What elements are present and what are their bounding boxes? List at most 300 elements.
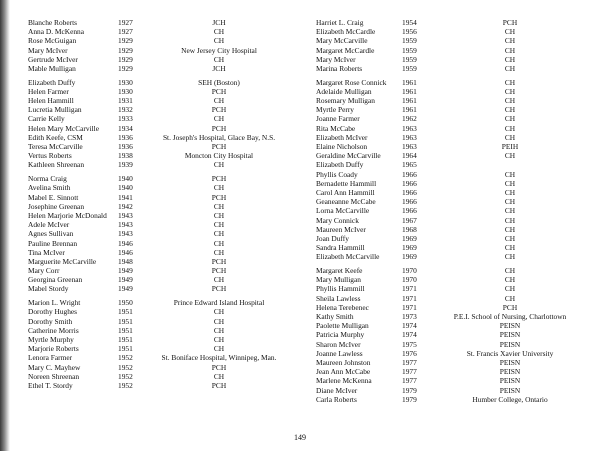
nurse-name: Mary McIver bbox=[28, 45, 68, 55]
school-name: PCH bbox=[211, 192, 227, 202]
graduation-year: 1959 bbox=[402, 45, 417, 55]
nurse-name: Avelina Smith bbox=[28, 183, 71, 193]
graduation-year: 1951 bbox=[118, 325, 133, 335]
school-name: JCH bbox=[212, 18, 226, 27]
graduation-year: 1929 bbox=[118, 63, 133, 73]
graduation-year: 1959 bbox=[402, 54, 417, 64]
nurse-name: Vertus Roberts bbox=[28, 151, 72, 161]
graduation-year: 1959 bbox=[402, 36, 417, 46]
graduation-year: 1969 bbox=[402, 243, 417, 253]
nurse-name: Margaret Keefe bbox=[316, 266, 363, 276]
list-item bbox=[316, 18, 592, 27]
nurse-name: Elizabeth Duffy bbox=[316, 160, 364, 170]
nurse-name: Mabel E. Sinnott bbox=[28, 192, 79, 202]
list-item bbox=[28, 174, 300, 183]
school-name: CH bbox=[213, 229, 225, 239]
nurse-name: Teresa McCarville bbox=[28, 142, 83, 152]
school-name: CH bbox=[213, 220, 225, 230]
nurse-name: Elizabeth McCardle bbox=[316, 27, 376, 37]
nurse-name: Helen Farmer bbox=[28, 86, 69, 96]
school-name: CH bbox=[504, 178, 516, 188]
graduation-year: 1962 bbox=[402, 114, 417, 124]
school-name: CH bbox=[504, 63, 516, 73]
school-name: PCH bbox=[502, 18, 518, 27]
nurse-name: Helen Marjorie McDonald bbox=[28, 210, 107, 220]
list-item bbox=[28, 96, 300, 105]
school-name: CH bbox=[213, 325, 225, 335]
list-item bbox=[28, 78, 300, 87]
list-item bbox=[316, 252, 592, 261]
list-item bbox=[28, 266, 300, 275]
graduation-year: 1929 bbox=[118, 36, 133, 46]
list-item bbox=[316, 87, 592, 96]
list-item bbox=[28, 193, 300, 202]
school-name: St. Joseph's Hospital, Glace Bay, N.S. bbox=[162, 132, 276, 142]
nurse-name: Carol Ann Hammill bbox=[316, 187, 375, 197]
graduation-year: 1966 bbox=[402, 197, 417, 207]
nurse-name: Sheila Lawless bbox=[316, 293, 361, 303]
list-item bbox=[28, 105, 300, 114]
nurse-name: Lucretia Mulligan bbox=[28, 105, 82, 115]
list-item bbox=[316, 330, 592, 339]
nurse-name: Sharon McIver bbox=[316, 339, 361, 349]
list-item bbox=[28, 220, 300, 229]
graduation-year: 1966 bbox=[402, 187, 417, 197]
nurse-name: Rose McGuigan bbox=[28, 36, 77, 46]
list-item bbox=[316, 216, 592, 225]
graduation-year: 1963 bbox=[402, 142, 417, 152]
nurse-name: Elaine Nicholson bbox=[316, 142, 368, 152]
school-name: PEISN bbox=[499, 339, 521, 349]
school-name: CH bbox=[213, 36, 225, 46]
graduation-year: 1952 bbox=[118, 380, 133, 390]
list-item bbox=[28, 142, 300, 151]
school-name: PCH bbox=[211, 174, 227, 184]
list-item bbox=[316, 46, 592, 55]
school-name: PEISN bbox=[499, 330, 521, 340]
school-name: PEISN bbox=[499, 357, 521, 367]
list-item bbox=[28, 381, 300, 390]
graduation-year: 1961 bbox=[402, 105, 417, 115]
list-item bbox=[316, 160, 592, 169]
graduation-year: 1952 bbox=[118, 371, 133, 381]
graduation-year: 1951 bbox=[118, 316, 133, 326]
graduation-year: 1963 bbox=[402, 123, 417, 133]
school-name: PEISN bbox=[499, 367, 521, 377]
nurse-name: Myrtle Perry bbox=[316, 105, 354, 115]
list-item bbox=[316, 96, 592, 105]
graduation-year: 1961 bbox=[402, 96, 417, 106]
graduation-year: 1950 bbox=[118, 298, 133, 308]
list-item bbox=[316, 321, 592, 330]
graduation-year: 1974 bbox=[402, 330, 417, 340]
graduation-year: 1932 bbox=[118, 105, 133, 115]
list-item bbox=[28, 335, 300, 344]
list-item bbox=[316, 358, 592, 367]
graduation-year: 1927 bbox=[118, 27, 133, 37]
nurse-name: Bernadette Hammill bbox=[316, 178, 377, 188]
list-item bbox=[316, 55, 592, 64]
school-name: Humber College, Ontario bbox=[472, 394, 548, 404]
graduation-year: 1929 bbox=[118, 45, 133, 55]
graduation-year: 1970 bbox=[402, 266, 417, 276]
nurse-name: Joanne Farmer bbox=[316, 114, 360, 124]
graduation-year: 1964 bbox=[402, 151, 417, 161]
graduation-year: 1951 bbox=[118, 334, 133, 344]
school-name: CH bbox=[504, 105, 516, 115]
school-name: CH bbox=[504, 215, 516, 225]
list-item bbox=[28, 133, 300, 142]
nurse-name: Adele McIver bbox=[28, 220, 70, 230]
nurse-name: Mary Connick bbox=[316, 215, 359, 225]
school-name: CH bbox=[213, 210, 225, 220]
school-name: CH bbox=[213, 344, 225, 354]
school-name: PCH bbox=[211, 362, 227, 372]
nurse-name: Ethel T. Stordy bbox=[28, 380, 73, 390]
nurse-name: Phyllis Hammill bbox=[316, 284, 365, 294]
graduation-year: 1951 bbox=[118, 344, 133, 354]
school-name: PCH bbox=[211, 86, 227, 96]
school-name: CH bbox=[213, 183, 225, 193]
list-item bbox=[28, 326, 300, 335]
list-item bbox=[316, 105, 592, 114]
list-item bbox=[28, 257, 300, 266]
school-name: CH bbox=[213, 201, 225, 211]
list-item bbox=[316, 188, 592, 197]
school-name: CH bbox=[213, 238, 225, 248]
nurse-name: Kathy Smith bbox=[316, 312, 354, 321]
school-name: PCH bbox=[502, 302, 518, 312]
school-name: CH bbox=[504, 293, 516, 303]
list-item bbox=[28, 229, 300, 238]
graduation-year: 1942 bbox=[118, 201, 133, 211]
list-item bbox=[28, 317, 300, 326]
school-name: PCH bbox=[211, 105, 227, 115]
nurse-name: Margaret McCardle bbox=[316, 45, 375, 55]
school-name: CH bbox=[504, 132, 516, 142]
graduation-year: 1946 bbox=[118, 247, 133, 257]
nurse-name: Elizabeth McIver bbox=[316, 132, 368, 142]
list-item bbox=[28, 239, 300, 248]
graduation-year: 1929 bbox=[118, 54, 133, 64]
list-item bbox=[316, 349, 592, 358]
graduation-year: 1930 bbox=[118, 86, 133, 96]
list-item bbox=[28, 353, 300, 362]
school-name: CH bbox=[504, 243, 516, 253]
list-item bbox=[316, 312, 592, 321]
school-name: CH bbox=[504, 224, 516, 234]
list-item bbox=[316, 275, 592, 284]
school-name: PEISN bbox=[499, 385, 521, 395]
list-item bbox=[28, 18, 300, 27]
graduation-year: 1977 bbox=[402, 367, 417, 377]
list-item bbox=[316, 36, 592, 45]
graduation-year: 1931 bbox=[118, 96, 133, 106]
school-name: CH bbox=[504, 96, 516, 106]
list-item bbox=[28, 363, 300, 372]
school-name: CH bbox=[504, 54, 516, 64]
graduation-year: 1969 bbox=[402, 252, 417, 262]
list-item bbox=[28, 46, 300, 55]
school-name: CH bbox=[504, 27, 516, 37]
graduation-year: 1970 bbox=[402, 275, 417, 285]
graduation-year: 1934 bbox=[118, 123, 133, 133]
school-name: St. Boniface Hospital, Winnipeg, Man. bbox=[161, 353, 277, 363]
list-item bbox=[28, 298, 300, 307]
school-name: CH bbox=[504, 233, 516, 243]
graduation-year: 1954 bbox=[402, 18, 417, 27]
graduation-year: 1943 bbox=[118, 210, 133, 220]
graduation-year: 1977 bbox=[402, 357, 417, 367]
nurse-name: Maureen McIver bbox=[316, 224, 366, 234]
list-item bbox=[28, 284, 300, 293]
nurse-name: Blanche Roberts bbox=[28, 18, 78, 27]
nurse-name: Tina McIver bbox=[28, 247, 65, 257]
nurse-name: Georgina Greenan bbox=[28, 275, 83, 285]
school-name: CH bbox=[504, 123, 516, 133]
school-name: SEH (Boston) bbox=[198, 77, 240, 87]
nurse-name: Marjorie Roberts bbox=[28, 344, 79, 354]
nurse-name: Carrie Kelly bbox=[28, 114, 65, 124]
list-item bbox=[28, 275, 300, 284]
school-name: New Jersey City Hospital bbox=[181, 45, 257, 55]
list-item bbox=[316, 64, 592, 73]
school-name: CH bbox=[504, 197, 516, 207]
list-item bbox=[316, 367, 592, 376]
school-name: PEISN bbox=[499, 376, 521, 386]
left-column bbox=[28, 18, 300, 390]
nurse-name: Carla Roberts bbox=[316, 394, 357, 404]
nurse-name: Geaneanne McCabe bbox=[316, 197, 376, 207]
nurse-name: Mary Corr bbox=[28, 266, 60, 276]
school-name: CH bbox=[504, 284, 516, 294]
school-name: CH bbox=[504, 114, 516, 124]
list-item bbox=[316, 151, 592, 160]
nurse-name: Josephine Greenan bbox=[28, 201, 85, 211]
graduation-year: 1949 bbox=[118, 275, 133, 285]
graduation-year: 1961 bbox=[402, 86, 417, 96]
graduation-year: 1940 bbox=[118, 174, 133, 184]
nurse-name: Mabel Stordy bbox=[28, 284, 69, 294]
nurse-name: Kathleen Shreenan bbox=[28, 160, 85, 170]
nurse-name: Dorothy Smith bbox=[28, 316, 73, 326]
list-item bbox=[28, 160, 300, 169]
nurse-name: Phyllis Coady bbox=[316, 169, 358, 179]
school-name: CH bbox=[213, 27, 225, 37]
school-name: Prince Edward Island Hospital bbox=[173, 298, 265, 308]
list-item bbox=[316, 303, 592, 312]
nurse-name: Noreen Shreenan bbox=[28, 371, 80, 381]
school-name: CH bbox=[504, 275, 516, 285]
nurse-name: Helena Terebenec bbox=[316, 302, 369, 312]
nurse-name: Anna D. McKenna bbox=[28, 27, 85, 37]
graduation-year: 1930 bbox=[118, 77, 133, 87]
graduation-year: 1966 bbox=[402, 178, 417, 188]
school-name: PCH bbox=[211, 266, 227, 276]
school-name: CH bbox=[504, 36, 516, 46]
graduation-year: 1956 bbox=[402, 27, 417, 37]
list-item bbox=[28, 55, 300, 64]
graduation-year: 1971 bbox=[402, 302, 417, 312]
list-item bbox=[28, 114, 300, 123]
school-name: CH bbox=[213, 96, 225, 106]
nurse-name: Geraldine McCarville bbox=[316, 151, 381, 161]
school-name: PCH bbox=[211, 256, 227, 266]
school-name: Moncton City Hospital bbox=[184, 151, 254, 161]
graduation-year: 1968 bbox=[402, 224, 417, 234]
list-item bbox=[316, 27, 592, 36]
graduation-year: 1959 bbox=[402, 63, 417, 73]
list-item bbox=[316, 78, 592, 87]
binding-shadow bbox=[0, 0, 10, 451]
nurse-name: Mary C. Mayhew bbox=[28, 362, 81, 372]
school-name: PCH bbox=[211, 380, 227, 390]
school-name: CH bbox=[504, 45, 516, 55]
school-name: P.E.I. School of Nursing, Charlottown bbox=[453, 312, 567, 321]
list-item bbox=[316, 386, 592, 395]
nurse-name: Agnes Sullivan bbox=[28, 229, 74, 239]
list-item bbox=[316, 266, 592, 275]
list-item bbox=[28, 307, 300, 316]
graduation-year: 1974 bbox=[402, 321, 417, 331]
graduation-year: 1971 bbox=[402, 284, 417, 294]
graduation-year: 1973 bbox=[402, 312, 417, 321]
school-name: CH bbox=[504, 151, 516, 161]
nurse-name: Mary McIver bbox=[316, 54, 356, 64]
school-name: PCH bbox=[211, 284, 227, 294]
nurse-name: Pauline Brennan bbox=[28, 238, 78, 248]
graduation-year: 1952 bbox=[118, 362, 133, 372]
nurse-name: Myrtle Murphy bbox=[28, 334, 74, 344]
nurse-name: Sandra Hammill bbox=[316, 243, 365, 253]
list-item bbox=[28, 372, 300, 381]
list-item bbox=[28, 183, 300, 192]
list-item bbox=[316, 284, 592, 293]
list-item bbox=[316, 142, 592, 151]
nurse-name: Maureen Johnston bbox=[316, 357, 371, 367]
school-name: St. Francis Xavier University bbox=[466, 348, 554, 358]
nurse-name: Elizabeth McCarville bbox=[316, 252, 380, 262]
graduation-year: 1943 bbox=[118, 229, 133, 239]
nurse-name: Harriet L. Craig bbox=[316, 18, 364, 27]
graduation-year: 1936 bbox=[118, 142, 133, 152]
list-item bbox=[28, 36, 300, 45]
list-item bbox=[316, 225, 592, 234]
page-number: 149 bbox=[294, 433, 306, 442]
nurse-name: Patricia Murphy bbox=[316, 330, 365, 340]
list-item bbox=[316, 243, 592, 252]
graduation-year: 1971 bbox=[402, 293, 417, 303]
school-name: CH bbox=[504, 77, 516, 87]
school-name: CH bbox=[504, 206, 516, 216]
school-name: CH bbox=[213, 334, 225, 344]
nurse-name: Marlene McKenna bbox=[316, 376, 372, 386]
nurse-name: Catherine Morris bbox=[28, 325, 79, 335]
school-name: PEISN bbox=[499, 321, 521, 331]
school-name: PEIH bbox=[501, 142, 519, 152]
graduation-year: 1946 bbox=[118, 238, 133, 248]
list-item bbox=[28, 151, 300, 160]
list-item bbox=[28, 344, 300, 353]
nurse-name: Mary McCarville bbox=[316, 36, 368, 46]
graduation-year: 1977 bbox=[402, 376, 417, 386]
school-name: CH bbox=[213, 160, 225, 170]
nurse-name: Joan Duffy bbox=[316, 233, 349, 243]
graduation-year: 1936 bbox=[118, 132, 133, 142]
nurse-name: Mary Mulligan bbox=[316, 275, 361, 285]
nurse-name: Rosemary Mulligan bbox=[316, 96, 375, 106]
graduation-year: 1940 bbox=[118, 183, 133, 193]
right-column bbox=[316, 18, 592, 404]
graduation-year: 1927 bbox=[118, 18, 133, 27]
list-item bbox=[28, 211, 300, 220]
graduation-year: 1933 bbox=[118, 114, 133, 124]
graduation-year: 1965 bbox=[402, 160, 417, 170]
graduation-year: 1967 bbox=[402, 215, 417, 225]
list-item bbox=[316, 206, 592, 215]
school-name: CH bbox=[213, 247, 225, 257]
graduation-year: 1963 bbox=[402, 132, 417, 142]
list-item bbox=[316, 197, 592, 206]
nurse-name: Marina Roberts bbox=[316, 63, 363, 73]
list-item bbox=[316, 234, 592, 243]
graduation-year: 1939 bbox=[118, 160, 133, 170]
nurse-name: Rita McCabe bbox=[316, 123, 356, 133]
list-item bbox=[316, 395, 592, 404]
graduation-year: 1961 bbox=[402, 77, 417, 87]
school-name: CH bbox=[504, 169, 516, 179]
list-item bbox=[316, 133, 592, 142]
school-name: CH bbox=[213, 371, 225, 381]
graduation-year: 1979 bbox=[402, 394, 417, 404]
list-item bbox=[316, 124, 592, 133]
nurse-name: Mable Mulligan bbox=[28, 63, 76, 73]
school-name: PCH bbox=[211, 142, 227, 152]
list-item bbox=[28, 124, 300, 133]
graduation-year: 1948 bbox=[118, 256, 133, 266]
list-item bbox=[28, 87, 300, 96]
nurse-name: Joanne Lawless bbox=[316, 348, 363, 358]
list-item bbox=[316, 376, 592, 385]
nurse-name: Gertrude McIver bbox=[28, 54, 78, 64]
school-name: CH bbox=[504, 266, 516, 276]
nurse-name: Helen Hammill bbox=[28, 96, 74, 106]
school-name: CH bbox=[213, 275, 225, 285]
graduation-year: 1976 bbox=[402, 348, 417, 358]
list-item bbox=[316, 294, 592, 303]
school-name: PCH bbox=[211, 123, 227, 133]
nurse-name: Adelaide Mulligan bbox=[316, 86, 372, 96]
list-item bbox=[28, 202, 300, 211]
school-name: CH bbox=[504, 187, 516, 197]
nurse-name: Diane McIver bbox=[316, 385, 358, 395]
graduation-year: 1941 bbox=[118, 192, 133, 202]
list-item bbox=[316, 340, 592, 349]
school-name: JCH bbox=[212, 63, 226, 73]
graduation-year: 1969 bbox=[402, 233, 417, 243]
nurse-name: Lenora Farmer bbox=[28, 353, 73, 363]
graduation-year: 1975 bbox=[402, 339, 417, 349]
nurse-name: Marion L. Wright bbox=[28, 298, 81, 308]
list-item bbox=[316, 179, 592, 188]
list-item bbox=[316, 114, 592, 123]
nurse-name: Elizabeth Duffy bbox=[28, 77, 76, 87]
school-name: CH bbox=[213, 114, 225, 124]
school-name: CH bbox=[504, 252, 516, 262]
graduation-year: 1952 bbox=[118, 353, 133, 363]
nurse-name: Dorothy Hughes bbox=[28, 307, 78, 317]
school-name: CH bbox=[213, 307, 225, 317]
